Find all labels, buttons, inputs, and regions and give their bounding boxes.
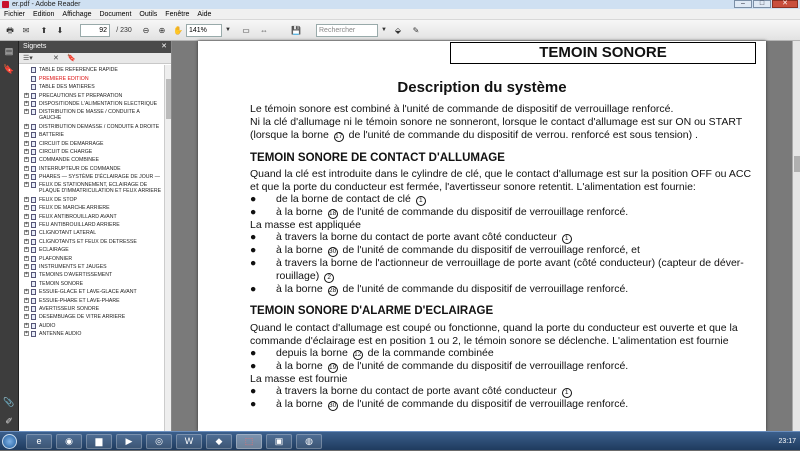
bookmark-page-icon (31, 222, 36, 228)
terminal-number: 12 (354, 351, 362, 358)
bookmark-item[interactable] (19, 289, 165, 295)
bookmark-page-icon (31, 124, 36, 130)
bullet-text: à la borne (276, 360, 323, 372)
bullet-text: de la borne de contact de clé (276, 193, 411, 205)
bookmark-item[interactable] (19, 109, 165, 121)
bullet-text: de l'unité de commande du dispositif de verrouillage renforcé. (342, 398, 629, 410)
window-titlebar (0, 0, 800, 9)
paragraph-line: Quand le contact d'allumage est coupé ou fonctionne, quand la porte du conducteur est ouverte et que la (250, 322, 738, 334)
bullet-item: ● à la borne 19 de l'unité de commande du dispositif de verrouillage renforcé. (250, 360, 629, 372)
close-button[interactable]: ✕ (772, 0, 798, 8)
bookmark-label: AVERTISSEUR SONORE (39, 305, 100, 312)
bookmark-page-icon (31, 247, 36, 253)
app-icon[interactable]: ▣ (266, 434, 292, 449)
delete-bookmark-icon[interactable]: ✕ (53, 55, 59, 62)
expand-icon[interactable]: + (25, 156, 28, 163)
bookmark-item[interactable] (19, 264, 165, 270)
bullet-item: ● à la borne 28 de l'unité de commande du dispositif de verrouillage renforcé. (250, 283, 629, 295)
bookmark-item[interactable] (19, 197, 165, 203)
bookmarks-icon[interactable]: 🔖 (3, 64, 15, 74)
bookmark-item[interactable] (19, 281, 165, 287)
bookmark-item[interactable] (19, 205, 165, 211)
prev-page-icon[interactable]: ⬆ (40, 26, 48, 35)
menu-affichage[interactable]: Affichage (62, 11, 92, 18)
bookmark-label: TEMOINS D'AVERTISSEMENT (39, 272, 113, 279)
expand-icon[interactable]: + (25, 229, 28, 236)
terminal-number: 30 (329, 248, 337, 255)
bookmark-page-icon (31, 272, 36, 278)
bookmark-item[interactable] (19, 214, 165, 220)
menu-document[interactable]: Document (99, 11, 132, 18)
bullet-text: à la borne (276, 283, 323, 295)
bookmark-page-icon (31, 166, 36, 172)
start-button[interactable] (2, 434, 17, 449)
bookmark-item[interactable] (19, 84, 165, 90)
bullet-item: ● de la borne de contact de clé 1 (250, 193, 266, 205)
expand-icon[interactable]: + (25, 122, 28, 129)
expand-icon[interactable]: + (25, 321, 28, 328)
bullet-item: ● à la borne 18 de l'unité de commande du dispositif de verrouillage renforcé. (250, 206, 629, 218)
pages-icon[interactable]: ▤ (4, 46, 14, 56)
terminal-number: 1 (562, 388, 572, 398)
bookmark-label: TABLE DE REFERENCE RAPIDE (39, 67, 118, 74)
bookmarks-header (19, 41, 171, 53)
bookmark-page-icon (31, 197, 36, 203)
bookmark-page-icon (31, 174, 36, 180)
bullet-text: à la borne (276, 206, 323, 218)
bookmark-page-icon (31, 101, 36, 107)
email-icon[interactable]: ✉ (22, 26, 30, 35)
fit-width-icon[interactable]: ⇔ (260, 26, 268, 35)
search-dropdown-icon[interactable]: ▼ (381, 27, 387, 33)
bullet-item: ● à la borne 30 de l'unité de commande du dispositif de verrouillage renforcé. (250, 398, 629, 410)
intro-text: de l'unité de commande du dispositif de verrou. renforcé est sous tension) . (348, 129, 698, 141)
menu-fichier[interactable]: Fichier (4, 11, 26, 18)
menu-bar (0, 9, 800, 20)
scroll-thumb[interactable] (166, 79, 171, 119)
expand-icon[interactable]: + (25, 204, 28, 211)
page-title: TEMOIN SONORE (450, 42, 756, 64)
media-player-icon[interactable]: ▶ (116, 434, 142, 449)
expand-icon[interactable]: + (25, 173, 28, 180)
expand-icon[interactable]: + (25, 262, 28, 269)
bookmark-page-icon (31, 306, 36, 312)
bookmark-list (19, 65, 165, 431)
window-title: er.pdf - Adobe Reader (12, 1, 81, 8)
terminal-number: 28 (329, 287, 337, 294)
paragraph-line: et que la porte du conducteur est fermée, l'avertisseur sonore retentit. L'alimentation est fournie: (250, 181, 696, 193)
bookmark-item[interactable] (19, 149, 165, 155)
bookmarks-scrollbar[interactable] (164, 65, 171, 431)
bullet-item: ● à travers la borne du contact de porte avant côté conducteur 1 (250, 231, 266, 243)
bullet-text: de la commande combinée (367, 347, 494, 359)
expand-icon[interactable]: + (25, 139, 28, 146)
print-icon[interactable]: 🖶 (6, 26, 14, 35)
save-icon[interactable]: 💾 (291, 26, 301, 35)
window-controls (734, 0, 798, 9)
paragraph-line: La masse est fournie (250, 373, 348, 385)
expand-icon[interactable]: + (25, 246, 28, 253)
expand-icon[interactable]: + (25, 221, 28, 228)
bookmark-label: INSTRUMENTS ET JAUGES (39, 263, 107, 270)
bullet-item: ● à la borne 30 de l'unité de commande du dispositif de verrouillage renforcé, et (250, 244, 640, 256)
bookmark-page-icon (31, 256, 36, 262)
bookmark-item[interactable] (19, 314, 165, 320)
toolbar (0, 20, 800, 41)
expand-icon[interactable]: + (25, 108, 28, 115)
terminal-number: 2 (324, 273, 334, 283)
bookmark-item[interactable] (19, 298, 165, 304)
attachments-icon[interactable]: 📎 (3, 397, 15, 407)
expand-icon[interactable]: + (25, 147, 28, 154)
bookmark-label: DISPOSITIONDE L'ALIMENTATION ELECTRIQUE (39, 100, 158, 107)
bullet-text: de l'unité de commande du dispositif de verrouillage renforcé. (342, 283, 629, 295)
ie-icon[interactable]: e (26, 434, 52, 449)
taskbar (0, 431, 800, 450)
terminal-number: 30 (329, 402, 337, 409)
tag-icon[interactable]: ⬙ (394, 26, 402, 35)
expand-icon[interactable]: + (25, 181, 28, 188)
bookmark-page-icon (31, 323, 36, 329)
bookmark-page-icon (31, 141, 36, 147)
bullet-text: à travers la borne du contact de porte avant côté conducteur (276, 231, 557, 243)
bookmark-page-icon (31, 84, 36, 90)
bookmark-item[interactable] (19, 76, 165, 82)
hand-tool-icon[interactable]: ✋ (173, 26, 183, 35)
expand-icon[interactable]: + (25, 330, 28, 337)
expand-icon[interactable]: + (25, 195, 28, 202)
bookmarks-toolbar (19, 53, 171, 64)
bookmark-page-icon (31, 132, 36, 138)
bullet-text: de l'unité de commande du dispositif de verrouillage renforcé, et (342, 244, 640, 256)
bookmark-page-icon (31, 331, 36, 337)
document-view (172, 41, 792, 431)
bookmark-label: CLIGNOTANTS ET FEUX DE DETRESSE (39, 238, 137, 245)
bookmark-page-icon (31, 289, 36, 295)
bullet-text: de l'unité de commande du dispositif de verrouillage renforcé. (342, 360, 629, 372)
bullet-text: depuis la borne (276, 347, 348, 359)
bookmark-label: TEMOIN SONORE (39, 280, 84, 287)
section-title: Description du système (397, 79, 567, 96)
paragraph-line: La masse est appliquée (250, 219, 361, 231)
bookmark-label: DESEMBUAGE DE VITRE ARRIERE (39, 314, 126, 321)
bookmark-page-icon (31, 67, 36, 73)
menu-edition[interactable]: Edition (33, 11, 55, 18)
paragraph-line: Quand la clé est introduite dans le cylindre de clé, que le contact d'allumage est sur la position OFF ou ACC (250, 168, 752, 180)
minimize-button[interactable]: – (734, 0, 752, 8)
bookmarks-title: Signets (23, 43, 47, 50)
expand-icon[interactable]: + (25, 131, 28, 138)
bookmark-label: PRECAUTIONS ET PREPARATION (39, 92, 123, 99)
bookmark-page-icon (31, 314, 36, 320)
maximize-button[interactable]: □ (753, 0, 771, 8)
zoom-select[interactable]: 141% (186, 24, 222, 37)
close-panel-icon[interactable]: ✕ (161, 43, 167, 50)
expand-icon[interactable]: + (25, 237, 28, 244)
bookmark-label: CLIGNOTANT LATERAL (39, 230, 97, 237)
navigation-strip (0, 41, 19, 431)
bullet-text: rouillage) (276, 270, 320, 282)
bullet-item: ● à travers la borne du contact de porte avant côté conducteur 1 (250, 385, 266, 397)
chevron-down-icon[interactable]: ▼ (225, 27, 231, 33)
bookmark-label: PHARES — SYSTÈME D'ÉCLAIRAGE DE JOUR — (39, 174, 160, 181)
bookmark-label: DISTRIBUTION DE MASSE / CONDUITE A GAUCHE (39, 109, 140, 122)
bookmark-item[interactable] (19, 230, 165, 236)
zoom-out-icon[interactable]: ⊖ (142, 26, 150, 35)
zoom-in-icon[interactable]: ⊕ (158, 26, 166, 35)
bookmark-label: ANTENNE AUDIO (39, 331, 82, 338)
bookmark-page-icon (31, 182, 36, 188)
document-scrollbar[interactable] (792, 41, 800, 431)
bookmark-page-icon (31, 76, 36, 82)
intro-line-2: Ni la clé d'allumage ni le témoin sonore ne sonneront, lorsque le contact d'allumage est sur ON ou START (250, 116, 743, 128)
bookmark-label: CIRCUIT DE CHARGE (39, 148, 93, 155)
new-bookmark-icon[interactable]: 🔖 (67, 55, 76, 62)
adobe-reader-icon (2, 1, 9, 8)
comments-icon[interactable]: ✐ (5, 416, 13, 426)
bullet-text: à la borne (276, 398, 323, 410)
terminal-number: 1 (562, 234, 572, 244)
bookmark-item[interactable] (19, 124, 165, 130)
pdf-page (198, 41, 766, 431)
terminal-number: 1 (416, 196, 426, 206)
search-input[interactable]: Rechercher (316, 24, 378, 37)
bookmark-label: BATTERIE (39, 132, 64, 139)
bookmark-page-icon (31, 264, 36, 270)
expand-icon[interactable]: + (25, 254, 28, 261)
page-total: / 230 (116, 27, 132, 34)
fit-page-icon[interactable]: ▭ (242, 26, 250, 35)
expand-icon[interactable]: + (25, 304, 28, 311)
bookmark-page-icon (31, 298, 36, 304)
heading-alarme-eclairage: TEMOIN SONORE D'ALARME D'ECLAIRAGE (250, 305, 494, 317)
bookmark-page-icon (31, 230, 36, 236)
bookmark-page-icon (31, 205, 36, 211)
page-number-input[interactable]: 92 (80, 24, 110, 37)
paragraph-line: commande d'éclairage est en position 1 ou 2, le témoin sonore se déclenche. L'alimentation est fournie (250, 335, 729, 347)
bullet-item: ● depuis la borne 12 de la commande combinée (250, 347, 494, 359)
bookmark-label: INTERRUPTEUR DE COMMANDE (39, 165, 121, 172)
intro-line-3 (250, 129, 760, 142)
bullet-item: ● à travers la borne de l'actionneur de verrouillage de porte avant (côté conducteur) (capteur de déver- (250, 257, 744, 269)
bullet-text: de l'unité de commande du dispositif de verrouillage renforcé. (342, 206, 629, 218)
expand-icon[interactable]: + (25, 212, 28, 219)
terminal-number: 19 (329, 364, 337, 371)
bookmarks-panel (19, 41, 172, 431)
explorer-icon[interactable]: ▆ (86, 434, 112, 449)
expand-icon[interactable]: + (25, 313, 28, 320)
system-clock[interactable]: 23:17 (778, 438, 796, 445)
menu-outils[interactable]: Outils (139, 11, 158, 18)
sign-icon[interactable]: ✎ (412, 26, 420, 35)
bookmark-item[interactable] (19, 67, 165, 73)
bookmark-item[interactable] (19, 93, 165, 99)
bookmark-item[interactable] (19, 323, 165, 329)
bookmark-label: ESSUIE-GLACE ET LAVE-GLACE AVANT (39, 289, 137, 296)
expand-icon[interactable]: + (25, 164, 28, 171)
bookmark-item[interactable] (19, 247, 165, 253)
next-page-icon[interactable]: ⬇ (56, 26, 64, 35)
bookmark-label: PLAFONNIER (39, 255, 73, 262)
bookmark-label: FEUX DE STATIONNEMENT, ECLAIRAGE DE PLAQUE D'IMMATRICULATION ET FEUX ARRIERE (39, 182, 162, 195)
bookmark-page-icon (31, 109, 36, 115)
bookmark-page-icon (31, 157, 36, 163)
heading-contact-allumage: TEMOIN SONORE DE CONTACT D'ALLUMAGE (250, 152, 505, 164)
app-icon[interactable]: ◆ (206, 434, 232, 449)
bookmark-item[interactable] (19, 182, 165, 194)
bookmark-item[interactable] (19, 132, 165, 138)
bookmark-item[interactable] (19, 166, 165, 172)
bookmark-label: FEUX ANTIBROUILLARD AVANT (39, 213, 117, 220)
menu-fenetre[interactable]: Fenêtre (165, 11, 190, 18)
bookmark-page-icon (31, 214, 36, 220)
bookmark-label: FEUX DE MARCHE ARRIERE (39, 205, 110, 212)
expand-icon[interactable]: + (25, 288, 28, 295)
intro-line-1: Le témoin sonore est combiné à l'unité de commande de dispositif de verrouillage renforcé. (250, 103, 674, 115)
bookmark-label: ESSUIE-PHARE ET LAVE-PHARE (39, 297, 120, 304)
bullet-text: à travers la borne de l'actionneur de verrouillage de porte avant (côté conducteur) (capteur de déver- (276, 257, 744, 269)
expand-icon[interactable]: + (25, 91, 28, 98)
bookmark-item[interactable] (19, 157, 165, 163)
bookmark-page-icon (31, 239, 36, 245)
bookmark-item[interactable] (19, 141, 165, 147)
bookmark-page-icon (31, 93, 36, 99)
bookmark-label: CIRCUIT DE DEMARRAGE (39, 140, 104, 147)
expand-icon[interactable]: + (25, 271, 28, 278)
expand-icon[interactable]: + (25, 296, 28, 303)
bookmark-label: PREMIERE EDITION (39, 75, 89, 82)
bookmark-item[interactable] (19, 256, 165, 262)
terminal-number: 17 (335, 133, 343, 140)
bookmark-label: DISTRIBUTION DEMASSE / CONDUITE A DROITE (39, 123, 160, 130)
bullet-text: à travers la borne du contact de porte avant côté conducteur (276, 385, 557, 397)
chrome-icon[interactable]: ◉ (56, 434, 82, 449)
bullet-text: à la borne (276, 244, 323, 256)
bookmark-label: TABLE DES MATIERES (39, 84, 95, 91)
bookmark-item[interactable] (19, 272, 165, 278)
bookmark-item[interactable] (19, 331, 165, 337)
options-icon[interactable]: ☰▾ (23, 55, 33, 62)
firefox-icon[interactable]: ◎ (146, 434, 172, 449)
bookmark-label: FEUX DE STOP (39, 196, 77, 203)
bookmark-label: COMMANDE COMBINEE (39, 157, 99, 164)
expand-icon[interactable]: + (25, 99, 28, 106)
bookmark-item[interactable] (19, 101, 165, 107)
bookmark-page-icon (31, 281, 36, 287)
bookmark-item[interactable] (19, 174, 165, 180)
word-icon[interactable]: W (176, 434, 202, 449)
bookmark-label: ECLAIRAGE (39, 247, 69, 254)
menu-aide[interactable]: Aide (197, 11, 212, 18)
intro-text: (lorsque la borne (250, 129, 329, 141)
bookmark-item[interactable] (19, 306, 165, 312)
adobe-reader-taskbar-icon[interactable]: ⬚ (236, 434, 262, 449)
bookmark-label: FEU ANTIBROUILLARD ARRIERE (39, 222, 120, 229)
bookmark-page-icon (31, 149, 36, 155)
scroll-thumb[interactable] (794, 156, 800, 172)
terminal-number: 18 (329, 210, 337, 217)
app-icon[interactable]: ◍ (296, 434, 322, 449)
bookmark-label: AUDIO (39, 322, 56, 329)
bookmark-item[interactable] (19, 239, 165, 245)
bookmark-item[interactable] (19, 222, 165, 228)
